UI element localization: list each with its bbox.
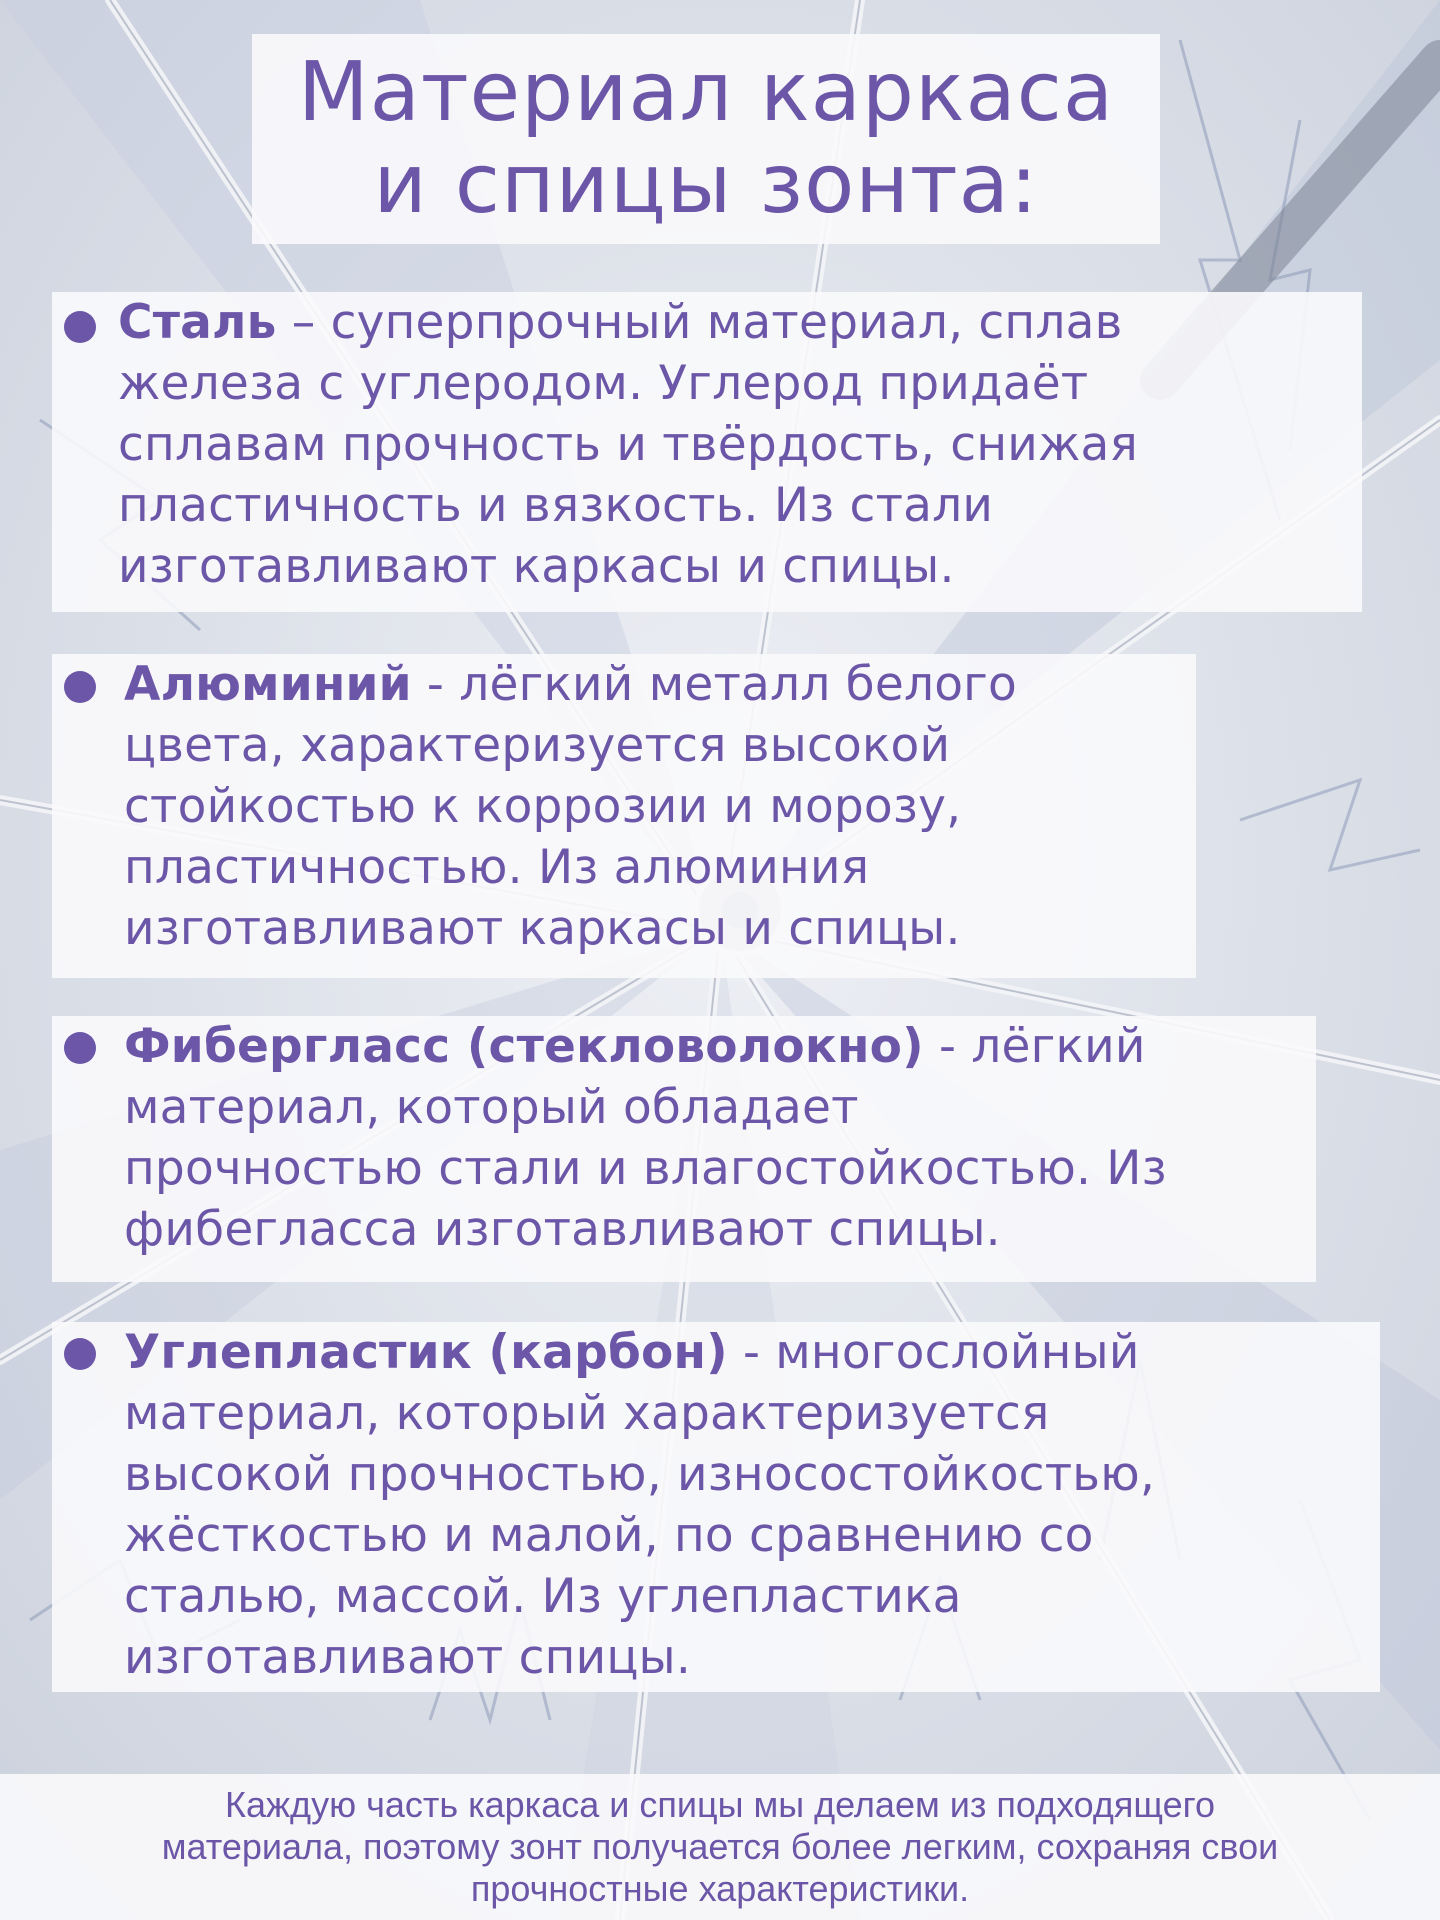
text-line: пластичность и вязкость. Из стали [118, 478, 994, 533]
material-item-fiberglass [52, 1016, 1316, 1282]
text-line: фибегласса изготавливают спицы. [124, 1202, 1001, 1257]
text-line: цвета, характеризуется высокой [124, 718, 951, 773]
text-line: сплавам прочность и твёрдость, снижая [118, 417, 1139, 472]
bullet-icon [64, 311, 96, 343]
material-text-aluminium [124, 654, 1017, 959]
material-item-steel [52, 292, 1362, 612]
text-line-continuation: - многослойный [727, 1325, 1140, 1380]
material-term: Сталь [118, 295, 277, 350]
footer-note [0, 1774, 1440, 1920]
text-line: стойкостью к коррозии и морозу, [124, 779, 962, 834]
footer-line-1: Каждую часть каркаса и спицы мы делаем из подходящего [224, 1784, 1216, 1825]
bullet-icon [64, 671, 96, 703]
text-line: высокой прочностью, износостойкостью, [124, 1447, 1156, 1502]
text-line [124, 1016, 1167, 1077]
material-text-steel [118, 292, 1138, 597]
material-text-fiberglass [124, 1016, 1167, 1260]
page-title-line-2: и спицы зонта: [373, 137, 1039, 232]
text-line: пластичностью. Из алюминия [124, 840, 870, 895]
material-term: Алюминий [124, 657, 412, 712]
bullet-icon [64, 1338, 96, 1370]
text-line: материал, который обладает [124, 1080, 859, 1135]
page-title-line-1: Материал каркаса [297, 45, 1115, 140]
text-line: материал, который характеризуется [124, 1386, 1050, 1441]
material-term: Углепластик (карбон) [124, 1325, 728, 1380]
text-line: железа с углеродом. Углерод придаёт [118, 356, 1089, 411]
material-term: Фибергласс (стекловолокно) [124, 1019, 924, 1074]
text-line: изготавливают спицы. [124, 1630, 691, 1685]
material-text-carbon [124, 1322, 1155, 1688]
text-line [124, 1322, 1155, 1383]
bullet-icon [64, 1032, 96, 1064]
text-line: жёсткостью и малой, по сравнению со [124, 1508, 1094, 1563]
text-line-continuation: - лёгкий металл белого [411, 657, 1018, 712]
footer-line-3: прочностные характеристики. [470, 1868, 970, 1909]
text-line: изготавливают каркасы и спицы. [118, 539, 955, 594]
text-line: изготавливают каркасы и спицы. [124, 901, 961, 956]
text-line [124, 654, 1017, 715]
material-item-carbon [52, 1322, 1380, 1692]
text-line [118, 292, 1138, 353]
text-line-continuation: – суперпрочный материал, сплав [276, 295, 1123, 350]
text-line-continuation: - лёгкий [923, 1019, 1146, 1074]
material-item-aluminium [52, 654, 1196, 978]
title-panel [252, 34, 1160, 244]
text-line: сталью, массой. Из углепластика [124, 1569, 962, 1624]
text-line: прочностью стали и влагостойкостью. Из [124, 1141, 1167, 1196]
footer-line-2: материала, поэтому зонт получается более легким, сохраняя свои [161, 1826, 1279, 1867]
